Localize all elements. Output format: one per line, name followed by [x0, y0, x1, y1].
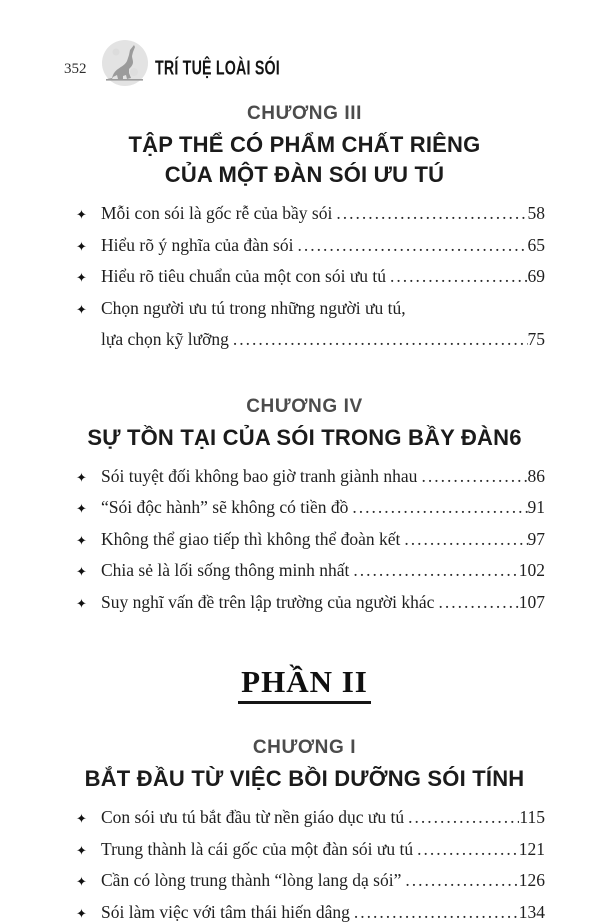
- chapter-1-toc: [64, 803, 545, 922]
- toc-entry-text: Chia sẻ là lối sống thông minh nhất: [101, 560, 350, 580]
- wolf-moon-logo-icon: [101, 39, 149, 87]
- toc-entry-page: 126: [518, 870, 545, 890]
- dot-leader: [404, 803, 519, 832]
- dot-leader: [350, 898, 519, 922]
- toc-entry: [76, 556, 545, 588]
- toc-entry-text-line2: lựa chọn kỹ lưỡng: [101, 329, 229, 349]
- chapter-1-label: CHƯƠNG I: [252, 737, 357, 758]
- chapter-3-section: [64, 103, 545, 354]
- toc-entry: [76, 493, 545, 525]
- dot-leader: [386, 262, 527, 291]
- chapter-4-toc: [64, 462, 545, 620]
- toc-entry-page: 69: [527, 266, 545, 286]
- toc-entry-page: 97: [527, 528, 545, 549]
- star-bullet-icon: ✦: [76, 875, 87, 890]
- toc-entry-page: 121: [518, 838, 545, 859]
- star-bullet-icon: ✦: [76, 271, 87, 286]
- toc-entry: [76, 462, 545, 494]
- toc-entry-text: “Sói độc hành” sẽ không có tiền đồ: [101, 497, 349, 517]
- chapter-4-label: CHƯƠNG IV: [246, 395, 363, 417]
- page-number: 352: [64, 60, 87, 77]
- toc-entry-text: Hiểu rõ tiêu chuẩn của một con sói ưu tú: [101, 266, 387, 286]
- toc-entry: [76, 262, 545, 294]
- chapter-4-section: [64, 396, 545, 620]
- star-bullet-icon: ✦: [76, 239, 87, 255]
- toc-entry-text: Mỗi con sói là gốc rễ của bầy sói: [101, 203, 333, 223]
- chapter-3-toc: [64, 199, 545, 354]
- chapter-3-title: [64, 130, 545, 190]
- toc-entry-page: 91: [527, 497, 545, 517]
- part-2-heading: [64, 664, 545, 704]
- toc-entry-text: Cần có lòng trung thành “lòng lang dạ sói”: [101, 870, 402, 890]
- toc-entry-text: Sói làm việc với tâm thái hiến dâng: [101, 901, 350, 922]
- star-bullet-icon: ✦: [76, 533, 87, 549]
- dot-leader: [293, 231, 527, 260]
- toc-entry-page: 65: [527, 234, 545, 255]
- star-bullet-icon: ✦: [76, 565, 87, 580]
- dot-leader: [349, 556, 518, 585]
- toc-entry-text: Không thể giao tiếp thì không thể đoàn kết: [101, 528, 401, 549]
- toc-entry-page: 107: [518, 591, 545, 612]
- toc-entry-text: Trung thành là cái gốc của một đàn sói ưu tú: [101, 838, 414, 859]
- toc-entry-page: 86: [527, 465, 545, 486]
- chapter-3-label: CHƯƠNG III: [246, 103, 363, 124]
- toc-entry: [76, 866, 545, 898]
- toc-entry-page: 75: [527, 329, 545, 349]
- toc-entry-page: 58: [527, 203, 545, 223]
- toc-entry-text: Sói tuyệt đối không bao giờ tranh giành nhau: [101, 465, 418, 486]
- star-bullet-icon: ✦: [76, 302, 87, 318]
- toc-entry: [76, 525, 545, 557]
- chapter-3-title-line1: TẬP THỂ CÓ PHẨM CHẤT RIÊNG: [128, 132, 481, 157]
- chapter-3-title-line2: CỦA MỘT ĐÀN SÓI ƯU TÚ: [164, 162, 445, 187]
- dot-leader: [332, 199, 527, 228]
- page-header: [64, 36, 545, 90]
- dot-leader: [348, 493, 527, 522]
- toc-entry: [76, 803, 545, 835]
- star-bullet-icon: ✦: [76, 208, 87, 223]
- toc-entry: [76, 898, 545, 922]
- dot-leader: [400, 525, 527, 554]
- toc-entry-text: Hiểu rõ ý nghĩa của đàn sói: [101, 234, 294, 255]
- part2-chapter-1-section: [64, 737, 545, 922]
- toc-entry: [76, 294, 545, 354]
- dot-leader: [417, 462, 527, 491]
- dot-leader: [229, 325, 528, 354]
- chapter-4-title: SỰ TỒN TẠI CỦA SÓI TRONG BẦY ĐÀN6: [87, 424, 522, 450]
- toc-entry-page: 134: [518, 901, 545, 922]
- toc-entry-page: 102: [518, 560, 545, 580]
- dot-leader: [413, 835, 519, 864]
- toc-entry: [76, 588, 545, 620]
- part-2-label: PHẦN II: [238, 664, 371, 704]
- star-bullet-icon: ✦: [76, 906, 87, 922]
- star-bullet-icon: ✦: [76, 470, 87, 486]
- star-bullet-icon: ✦: [76, 843, 87, 859]
- book-title: TRÍ TUỆ LOÀI SÓI: [154, 56, 280, 80]
- toc-entry-text: Con sói ưu tú bắt đầu từ nền giáo dục ưu tú: [101, 807, 405, 827]
- chapter-1-title: BẮT ĐẦU TỪ VIỆC BỒI DƯỠNG SÓI TÍNH: [84, 766, 525, 791]
- toc-entry-page: 115: [519, 807, 545, 827]
- toc-entry: [76, 835, 545, 867]
- star-bullet-icon: ✦: [76, 596, 87, 612]
- dot-leader: [401, 866, 518, 895]
- dot-leader: [434, 588, 518, 617]
- toc-entry-text: Chọn người ưu tú trong những người ưu tú,: [101, 297, 406, 318]
- toc-entry: [76, 231, 545, 263]
- star-bullet-icon: ✦: [76, 502, 87, 517]
- star-bullet-icon: ✦: [76, 812, 87, 827]
- toc-entry-text: Suy nghĩ vấn đề trên lập trường của người khác: [101, 591, 435, 612]
- toc-entry: [76, 199, 545, 231]
